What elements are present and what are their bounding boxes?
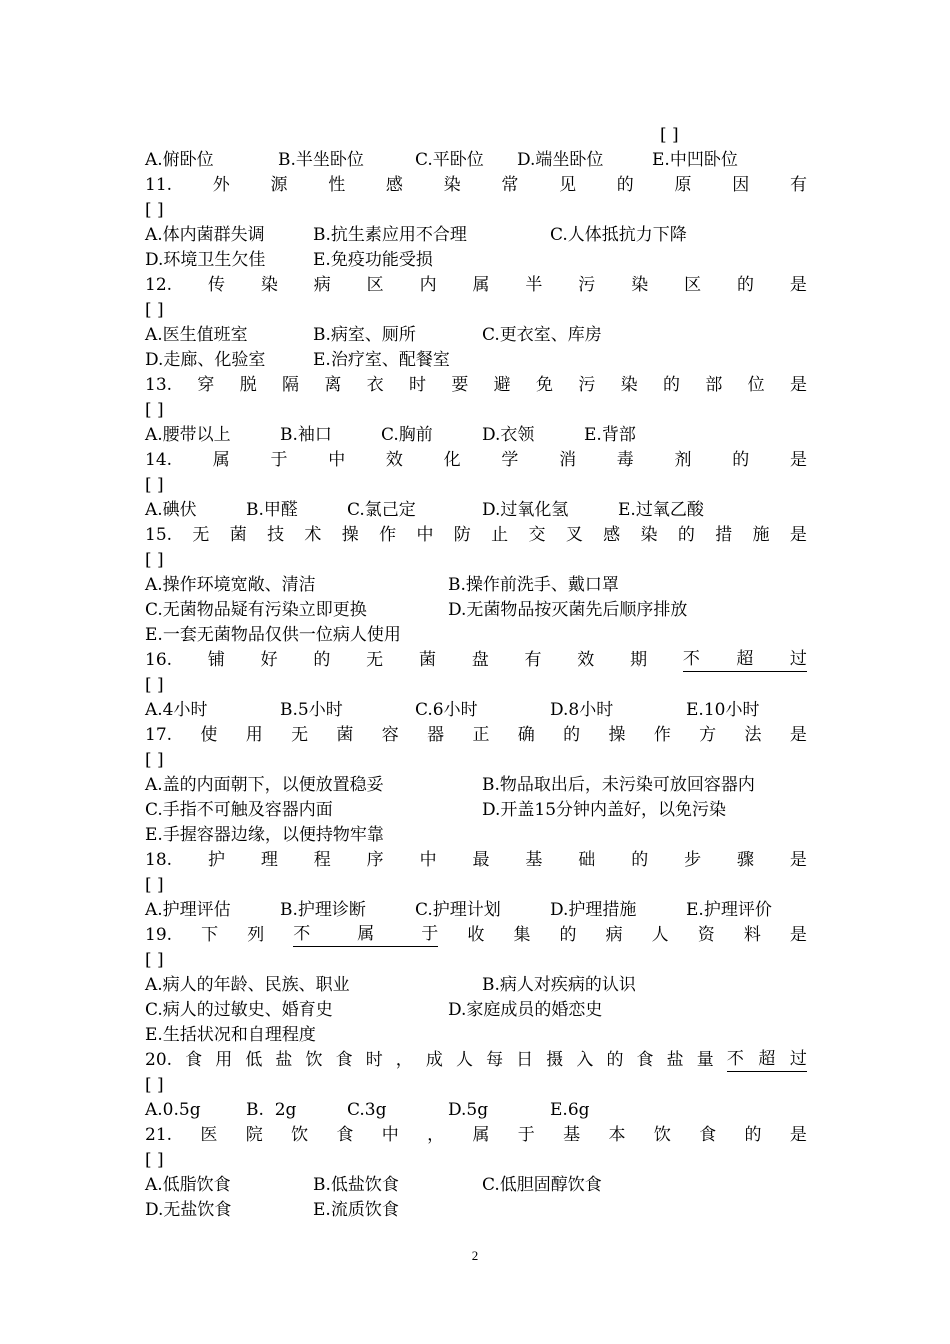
stem-char: 中 <box>328 450 346 470</box>
stem-char: 消 <box>559 450 577 470</box>
stem-char: 菌 <box>229 525 247 545</box>
question-stem <box>145 373 807 398</box>
option: A.操作环境宽敞、清洁 <box>145 575 316 595</box>
stem-char: 的 <box>559 925 577 945</box>
stem-char: 交 <box>528 525 546 545</box>
option: E.免疫功能受损 <box>313 250 433 270</box>
stem-char: 基 <box>563 1125 581 1145</box>
option: B.袖口 <box>280 425 332 445</box>
stem-char: 作 <box>379 525 397 545</box>
option: E.背部 <box>584 425 636 445</box>
option: D.走廊、化验室 <box>145 350 266 370</box>
option: A.护理评估 <box>145 900 231 920</box>
stem-char: 原 <box>674 175 692 195</box>
stem-char: 序 <box>366 850 384 870</box>
underlined-phrase <box>683 648 807 672</box>
option: C.6小时 <box>415 700 478 720</box>
underlined-char: 于 <box>421 924 439 944</box>
stem-char: 的 <box>677 525 695 545</box>
stem-char: 操 <box>608 725 626 745</box>
stem-char: 收 <box>467 925 485 945</box>
option: C.病人的过敏史、婚育史 <box>145 1000 333 1020</box>
stem-char: 正 <box>472 725 490 745</box>
stem-char: 剂 <box>674 450 692 470</box>
stem-char: 21. <box>145 1125 173 1145</box>
stem-char: 的 <box>606 1050 624 1070</box>
stem-char: 化 <box>443 450 461 470</box>
stem-char: 17. <box>145 725 173 745</box>
stem-char: 11. <box>145 175 173 195</box>
stem-char: 是 <box>789 375 807 395</box>
option: C.胸前 <box>381 425 433 445</box>
option: D.护理措施 <box>550 900 637 920</box>
stem-char: 是 <box>789 525 807 545</box>
stem-char: 见 <box>559 175 577 195</box>
stem-char: 12. <box>145 275 173 295</box>
options-row <box>145 898 807 923</box>
options-row <box>145 248 807 273</box>
option: C.人体抵抗力下降 <box>550 225 687 245</box>
option: E.流质饮食 <box>313 1200 399 1220</box>
stem-char: 属 <box>472 275 490 295</box>
options-row <box>145 423 807 448</box>
option: C.护理计划 <box>415 900 501 920</box>
stem-char: 的 <box>616 175 634 195</box>
stem-char: 要 <box>451 375 469 395</box>
stem-char: 的 <box>737 275 755 295</box>
stem-char: 食 <box>699 1125 717 1145</box>
stem-char: 源 <box>270 175 288 195</box>
stem-char: 法 <box>744 725 762 745</box>
q10-options <box>145 148 807 173</box>
stem-char: 衣 <box>366 375 384 395</box>
stem-char: 低 <box>245 1050 263 1070</box>
stem-char: 的 <box>631 850 649 870</box>
underlined-char: 过 <box>789 1049 807 1069</box>
answer-bracket: [ ] <box>145 550 164 570</box>
stem-char: 感 <box>603 525 621 545</box>
stem-char: 外 <box>212 175 230 195</box>
stem-char: 人 <box>651 925 669 945</box>
stem-char: 有 <box>789 175 807 195</box>
stem-char: 时 <box>409 375 427 395</box>
option: D.环境卫生欠佳 <box>145 250 266 270</box>
option: E.手握容器边缘，以便持物牢靠 <box>145 825 384 845</box>
options-row <box>145 1098 807 1123</box>
stem-char: 每 <box>486 1050 504 1070</box>
answer-bracket: [ ] <box>145 675 164 695</box>
answer-bracket: [ ] <box>145 1075 164 1095</box>
option: C.氯己定 <box>347 500 416 520</box>
option: A.盖的内面朝下，以便放置稳妥 <box>145 775 384 795</box>
answer-bracket: [ ] <box>660 125 679 145</box>
stem-char: 理 <box>260 850 278 870</box>
stem-char: 脱 <box>239 375 257 395</box>
stem-char: 确 <box>517 725 535 745</box>
stem-char: 食 <box>185 1050 203 1070</box>
answer-bracket: [ ] <box>145 875 164 895</box>
option: A.腰带以上 <box>145 425 231 445</box>
stem-char: 盐 <box>666 1050 684 1070</box>
question-stem <box>145 448 807 473</box>
stem-char: 属 <box>212 450 230 470</box>
option: E.治疗室、配餐室 <box>313 350 450 370</box>
answer-bracket: [ ] <box>145 1150 164 1170</box>
stem-char: 18. <box>145 850 173 870</box>
stem-char: 用 <box>245 725 263 745</box>
stem-char: 是 <box>789 850 807 870</box>
option: E.护理评价 <box>686 900 772 920</box>
options-row <box>145 598 807 623</box>
option: A.碘伏 <box>145 500 197 520</box>
option: D.无盐饮食 <box>145 1200 232 1220</box>
stem-char: 措 <box>715 525 733 545</box>
option: A.俯卧位 <box>145 150 214 170</box>
answer-bracket: [ ] <box>145 950 164 970</box>
stem-char: 院 <box>245 1125 263 1145</box>
option: C.无菌物品疑有污染立即更换 <box>145 600 367 620</box>
stem-char: 免 <box>536 375 553 395</box>
question-stem <box>145 1048 807 1073</box>
stem-char: 步 <box>684 850 702 870</box>
option: E.6g <box>550 1100 590 1120</box>
option: A.0.5g <box>145 1100 201 1120</box>
options-row <box>145 223 807 248</box>
stem-char: 资 <box>697 925 715 945</box>
option: D.家庭成员的婚恋史 <box>448 1000 603 1020</box>
options-row <box>145 998 807 1023</box>
stem-char: 施 <box>752 525 770 545</box>
stem-char: 摄 <box>546 1050 564 1070</box>
option: E.生括状况和自理程度 <box>145 1025 316 1045</box>
stem-char: 期 <box>630 650 648 670</box>
option: D.8小时 <box>550 700 614 720</box>
stem-char: 是 <box>789 725 807 745</box>
stem-char: 基 <box>525 850 543 870</box>
option: B. 2g <box>246 1100 297 1120</box>
stem-char: 感 <box>385 175 403 195</box>
stem-char: 污 <box>578 275 596 295</box>
stem-char: 集 <box>513 925 531 945</box>
stem-char: 16. <box>145 650 173 670</box>
stem-char: 使 <box>200 725 218 745</box>
stem-char: 的 <box>732 450 750 470</box>
stem-char: 成 <box>425 1050 443 1070</box>
stem-char: 20. <box>145 1050 173 1070</box>
stem-char: 方 <box>699 725 717 745</box>
question-stem <box>145 1123 807 1148</box>
stem-char: 穿 <box>197 375 215 395</box>
question-stem <box>145 523 807 548</box>
stem-char: 区 <box>366 275 384 295</box>
option: A.体内菌群失调 <box>145 225 265 245</box>
question-stem <box>145 648 807 673</box>
stem-char: 13. <box>145 375 173 395</box>
option: C.平卧位 <box>415 150 484 170</box>
stem-char: 传 <box>207 275 225 295</box>
stem-char: 位 <box>747 375 765 395</box>
option: A.低脂饮食 <box>145 1175 231 1195</box>
stem-char: 操 <box>341 525 359 545</box>
option: B.半坐卧位 <box>278 150 364 170</box>
stem-char: 技 <box>267 525 285 545</box>
stem-char: 中 <box>416 525 434 545</box>
underlined-char: 不 <box>293 924 311 944</box>
option: D.过氧化氢 <box>482 500 569 520</box>
option: E.一套无菌物品仅供一位病人使用 <box>145 625 401 645</box>
stem-char: 护 <box>207 850 225 870</box>
stem-char: 染 <box>631 275 649 295</box>
option: C.低胆固醇饮食 <box>482 1175 602 1195</box>
underlined-phrase <box>293 923 438 947</box>
stem-char: 于 <box>517 1125 535 1145</box>
options-row <box>145 1173 807 1198</box>
stem-char: 饮 <box>291 1125 309 1145</box>
question-stem <box>145 723 807 748</box>
stem-char: 病 <box>605 925 623 945</box>
option: B.抗生素应用不合理 <box>313 225 467 245</box>
stem-char: 污 <box>578 375 596 395</box>
option: B.甲醛 <box>246 500 298 520</box>
stem-char: 部 <box>705 375 723 395</box>
answer-bracket: [ ] <box>145 300 164 320</box>
answer-bracket: [ ] <box>145 200 164 220</box>
option: B.物品取出后，未污染可放回容器内 <box>482 775 755 795</box>
question-stem <box>145 923 807 948</box>
stem-char: 盐 <box>275 1050 293 1070</box>
stem-char: 常 <box>501 175 519 195</box>
stem-char: 铺 <box>207 650 225 670</box>
underlined-char: 不 <box>682 649 700 669</box>
stem-char: 染 <box>640 525 658 545</box>
option: D.端坐卧位 <box>517 150 604 170</box>
option: B.5小时 <box>280 700 343 720</box>
stem-char: 盘 <box>471 650 489 670</box>
stem-char: 日 <box>516 1050 534 1070</box>
stem-char: 中 <box>381 1125 399 1145</box>
option: C.手指不可触及容器内面 <box>145 800 333 820</box>
option: D.无菌物品按灭菌先后顺序排放 <box>448 600 688 620</box>
stem-char: 无 <box>366 650 384 670</box>
option: D.衣领 <box>482 425 535 445</box>
stem-char: 效 <box>385 450 403 470</box>
stem-char: 容 <box>381 725 399 745</box>
stem-char: 时 <box>365 1050 383 1070</box>
option: B.护理诊断 <box>280 900 366 920</box>
option: E.10小时 <box>686 700 760 720</box>
option: A.病人的年龄、民族、职业 <box>145 975 350 995</box>
option: D.5g <box>448 1100 489 1120</box>
stem-char: 最 <box>472 850 490 870</box>
underlined-char: 过 <box>789 649 807 669</box>
option: C.更衣室、库房 <box>482 325 602 345</box>
options-row <box>145 973 807 998</box>
stem-char: 础 <box>578 850 596 870</box>
option: D.开盖15分钟内盖好，以免污染 <box>482 800 727 820</box>
stem-char: 饮 <box>653 1125 671 1145</box>
stem-char: 是 <box>789 450 807 470</box>
stem-char: 菌 <box>418 650 436 670</box>
option: B.病室、厕所 <box>313 325 416 345</box>
answer-bracket: [ ] <box>145 400 164 420</box>
stem-char: ， <box>427 1125 445 1145</box>
option: B.低盐饮食 <box>313 1175 399 1195</box>
underlined-char: 超 <box>758 1049 776 1069</box>
stem-char: 无 <box>291 725 309 745</box>
option: C.3g <box>347 1100 387 1120</box>
stem-char: 食 <box>636 1050 654 1070</box>
answer-bracket: [ ] <box>145 750 164 770</box>
stem-char: 是 <box>789 275 807 295</box>
stem-char: 食 <box>335 1050 353 1070</box>
stem-char: 15. <box>145 525 173 545</box>
stem-char: 骤 <box>737 850 755 870</box>
stem-char: 属 <box>472 1125 490 1145</box>
stem-char: 菌 <box>336 725 354 745</box>
stem-char: 的 <box>662 375 680 395</box>
stem-char: 19. <box>145 925 173 945</box>
question-stem <box>145 173 807 198</box>
stem-char: 好 <box>260 650 278 670</box>
options-row <box>145 348 807 373</box>
stem-char: 防 <box>453 525 471 545</box>
stem-char: 14. <box>145 450 173 470</box>
option: B.操作前洗手、戴口罩 <box>448 575 619 595</box>
stem-char: 隔 <box>282 375 300 395</box>
stem-char: 病 <box>313 275 331 295</box>
question-stem <box>145 273 807 298</box>
option: E.中凹卧位 <box>652 150 738 170</box>
options-row <box>145 323 807 348</box>
stem-char: ， <box>395 1050 413 1070</box>
stem-char: 于 <box>270 450 288 470</box>
stem-char: 中 <box>419 850 437 870</box>
stem-char: 区 <box>684 275 702 295</box>
page-number: 2 <box>471 1248 479 1263</box>
stem-char: 叉 <box>565 525 583 545</box>
options-row <box>145 1198 807 1223</box>
options-row <box>145 773 807 798</box>
underlined-phrase <box>727 1048 807 1072</box>
underlined-char: 超 <box>736 649 754 669</box>
stem-char: 避 <box>493 375 511 395</box>
stem-char: 用 <box>215 1050 233 1070</box>
stem-char: 料 <box>743 925 761 945</box>
stem-char: 有 <box>524 650 542 670</box>
stem-char: 是 <box>789 925 807 945</box>
stem-char: 食 <box>336 1125 354 1145</box>
stem-char: 半 <box>525 275 543 295</box>
stem-char: 医 <box>200 1125 218 1145</box>
stem-char: 的 <box>744 1125 762 1145</box>
stem-char: 列 <box>247 925 265 945</box>
stem-char: 程 <box>313 850 331 870</box>
stem-char: 效 <box>577 650 595 670</box>
stem-char: 毒 <box>616 450 634 470</box>
stem-char: 无 <box>192 525 210 545</box>
stem-char: 术 <box>304 525 322 545</box>
stem-char: 本 <box>608 1125 626 1145</box>
stem-char: 入 <box>576 1050 594 1070</box>
options-row <box>145 798 807 823</box>
option: A.医生值班室 <box>145 325 248 345</box>
options-row <box>145 698 807 723</box>
stem-char: 因 <box>732 175 750 195</box>
stem-char: 器 <box>427 725 445 745</box>
stem-char: 下 <box>201 925 219 945</box>
stem-char: 染 <box>260 275 278 295</box>
stem-char: 人 <box>455 1050 473 1070</box>
stem-char: 是 <box>789 1125 807 1145</box>
stem-char: 的 <box>563 725 581 745</box>
stem-char: 作 <box>653 725 671 745</box>
question-stem <box>145 848 807 873</box>
stem-char: 学 <box>501 450 519 470</box>
answer-bracket: [ ] <box>145 475 164 495</box>
stem-char: 离 <box>324 375 342 395</box>
option: A.4小时 <box>145 700 208 720</box>
stem-char: 止 <box>491 525 509 545</box>
options-row <box>145 573 807 598</box>
stem-char: 的 <box>313 650 331 670</box>
options-row <box>145 498 807 523</box>
stem-char: 性 <box>328 175 346 195</box>
stem-char: 染 <box>443 175 461 195</box>
option: E.过氧乙酸 <box>618 500 704 520</box>
stem-char: 内 <box>419 275 437 295</box>
stem-char: 染 <box>620 375 638 395</box>
stem-char: 量 <box>696 1050 714 1070</box>
underlined-char: 不 <box>726 1049 744 1069</box>
stem-char: 饮 <box>305 1050 323 1070</box>
underlined-char: 属 <box>357 924 375 944</box>
option: B.病人对疾病的认识 <box>482 975 636 995</box>
